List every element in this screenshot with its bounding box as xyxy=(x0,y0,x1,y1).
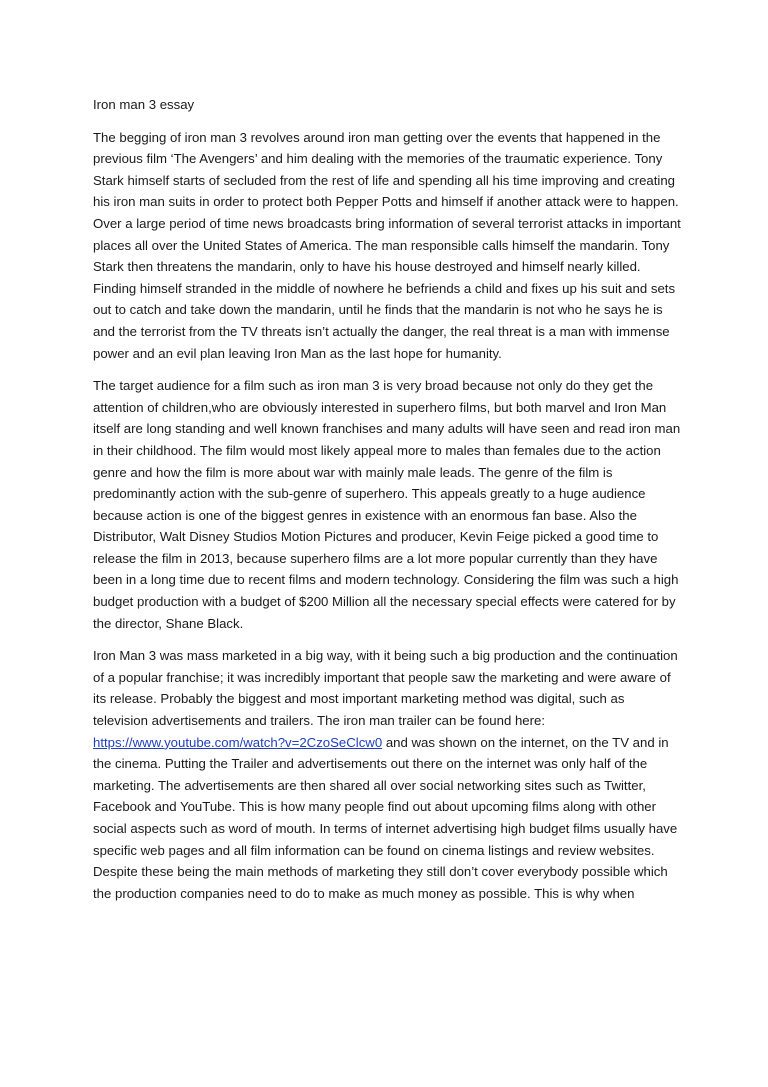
paragraph-marketing-text-end: and was shown on the internet, on the TV and in the cinema. Putting the Trailer and advertisements out there on the internet was only half of the marketing. The advertisements are then shared all over social networking sites such as Twitter, Facebook and YouTube. This is how many people find out about upcoming films along with other social aspects such as word of mouth. In terms of internet advertising high budget films usually have specific web pages and all film information can be found on cinema listings and review websites. Despite these being the main methods of marketing they still don’t cover everybody possible which the production companies need to do to make as much money as possible. This is why when xyxy=(93,734,678,901)
paragraph-marketing-text-start: Iron Man 3 was mass marketed in a big way, with it being such a big production and the continuation of a popular franchise; it was incredibly important that people saw the marketing and were aware of its release. Probably the biggest and most important marketing method was digital, such as television advertisements and trailers. The iron man trailer can be found here: xyxy=(93,648,678,729)
document-body xyxy=(93,94,683,915)
paragraph-marketing xyxy=(93,645,683,904)
document-title: Iron man 3 essay xyxy=(93,97,195,112)
paragraph-target-audience: The target audience for a film such as iron man 3 is very broad because not only do they get the attention of children,who are obviously interested in superhero films, but both marvel and Iron Man itself are long standing and well known franchises and many adults will have seen and read iron man in their childhood. The film would most likely appeal more to males than females due to the action genre and how the film is more about war with mainly male leads. The genre of the film is predominantly action with the sub-genre of superhero. This appeals greatly to a huge audience because action is one of the biggest genres in existence with an enormous fan base. Also the Distributor, Walt Disney Studios Motion Pictures and producer, Kevin Feige picked a good time to release the film in 2013, because superhero films are a lot more popular currently than they have been in a long time due to recent films and modern technology. Considering the film was such a high budget production with a budget of $200 Million all the necessary special effects were catered for by the director, Shane Black. xyxy=(93,378,681,631)
trailer-link[interactable]: https://www.youtube.com/watch?v=2CzoSeClcw0 xyxy=(93,734,383,750)
paragraph-plot-summary: The begging of iron man 3 revolves around iron man getting over the events that happened in the previous film ‘The Avengers’ and him dealing with the memories of the traumatic experience. Tony Stark himself starts of secluded from the rest of life and spending all his time improving and creating his iron man suits in order to protect both Pepper Potts and himself if another attack were to happen. Over a large period of time news broadcasts bring information of several terrorist attacks in important places all over the United States of America. The man responsible calls himself the mandarin. Tony Stark then threatens the mandarin, only to have his house destroyed and himself nearly killed. Finding himself stranded in the middle of nowhere he befriends a child and fixes up his suit and sets out to catch and take down the mandarin, until he finds that the mandarin is not who he says he is and the terrorist from the TV threats isn’t actually the danger, the real threat is a man with immense power and an evil plan leaving Iron Man as the last hope for humanity. xyxy=(93,129,681,361)
